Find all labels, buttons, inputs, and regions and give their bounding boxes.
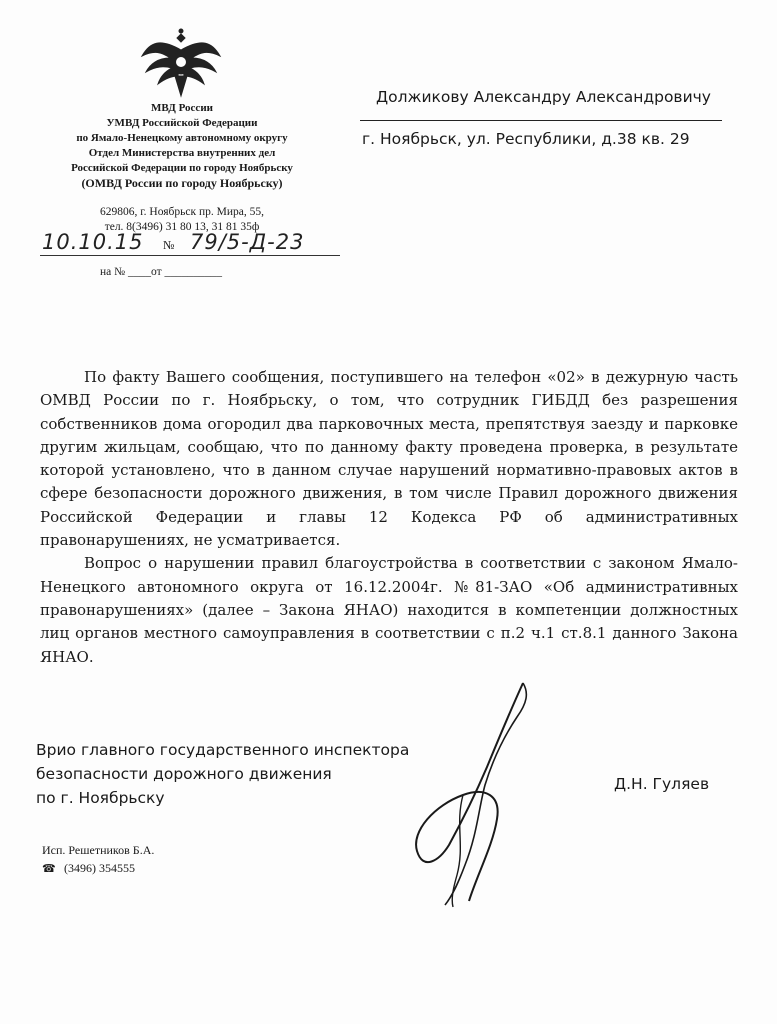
org-line: УМВД Российской Федерации (106, 117, 258, 129)
signatory-title-line: Врио главного государственного инспектора (36, 741, 410, 759)
executor-phone-row (42, 859, 154, 878)
recipient-divider (360, 120, 722, 121)
mvd-emblem-icon (140, 28, 222, 100)
recipient-name: Должикову Александру Александровичу (376, 88, 711, 106)
phone-line: тел. 8(3496) 31 80 13, 31 81 35ф (104, 221, 260, 233)
org-line: МВД России (150, 102, 213, 114)
handwritten-date: 10.10.15 (42, 230, 144, 254)
recipient-address: г. Ноябрьск, ул. Республики, д.38 кв. 29 (362, 130, 690, 148)
org-line: (ОМВД России по городу Ноябрьску) (81, 176, 283, 190)
org-line: Отдел Министерства внутренних дел (88, 147, 276, 159)
executor-phone: (3496) 354555 (64, 861, 135, 875)
organization-header (40, 101, 324, 191)
address-line: 629806, г. Ноябрьск пр. Мира, 55, (100, 206, 264, 218)
body-paragraph: Вопрос о нарушении правил благоустройства в соответствии с законом Ямало-Ненецкого автономного округа от 16.12.2004г. №81-ЗАО «Об административных правонарушениях» (далее – Закона ЯНАО) находится в компетенции должностных лиц органов местного самоуправления в соответствии с п.2 ч.1 ст.8.1 данного Закона ЯНАО. (40, 554, 738, 666)
executor-info (42, 841, 154, 878)
body-paragraph: По факту Вашего сообщения, поступившего на телефон «02» в дежурную часть ОМВД России по г. Ноябрьску, о том, что сотрудник ГИБДД без разрешения собственников дома огородил два парковочных места, препятствуя заезду и парковке другим жильцам, сообщаю, что по данному факту проведена проверка, в результате которой установлено, что в данном случае нарушений нормативно-правовых актов в сфере безопасности дорожного движения, в том числе Правил дорожного движения Российской Федерации и главы 12 Кодекса РФ об административных правонарушениях, не усматривается. (40, 368, 738, 550)
handwritten-signature (405, 675, 550, 910)
date-number-underline (40, 255, 340, 256)
reference-line: на № ____от __________ (100, 266, 222, 278)
handwritten-reg-number: 79/5-Д-23 (190, 230, 305, 254)
signatory-name: Д.Н. Гуляев (614, 775, 710, 793)
executor-line: Исп. Решетников Б.А. (42, 843, 155, 857)
signatory-title-line: по г. Ноябрьску (36, 789, 165, 807)
signatory-title-line: безопасности дорожного движения (36, 765, 332, 783)
letter-body (40, 366, 738, 669)
org-line: по Ямало-Ненецкому автономному округу (76, 132, 288, 144)
number-label: № (163, 238, 175, 252)
signatory-title (36, 738, 409, 810)
org-line: Российской Федерации по городу Ноябрьску (71, 162, 293, 174)
phone-icon: ☎ (42, 863, 56, 875)
